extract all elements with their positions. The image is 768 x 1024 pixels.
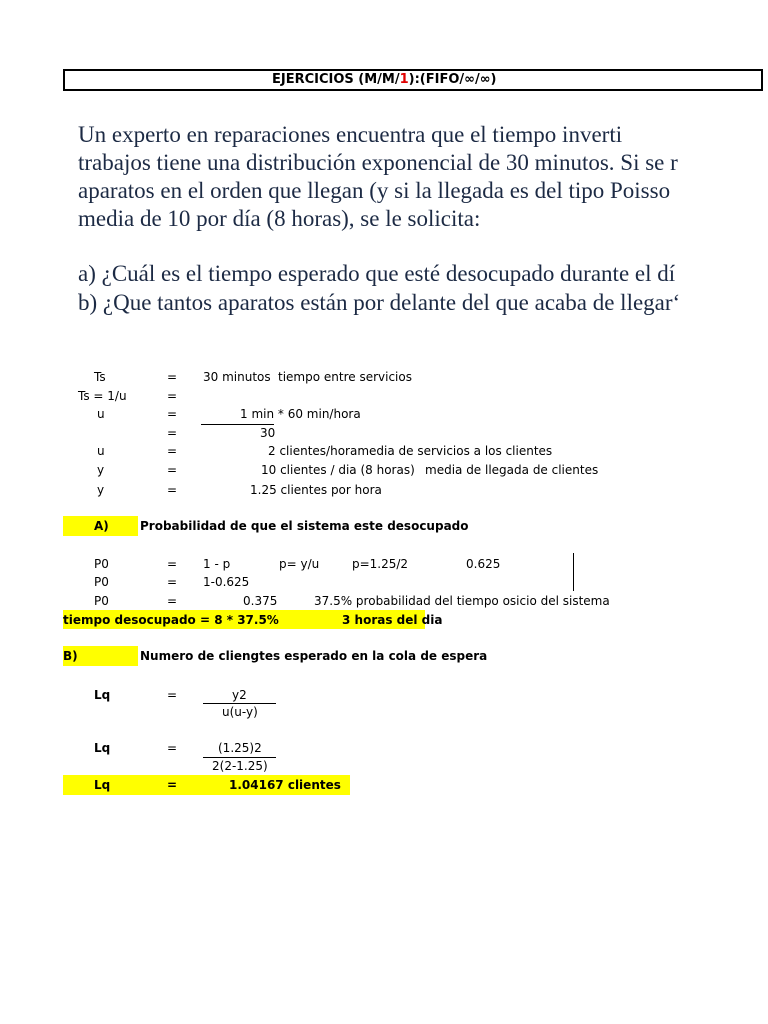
u-label: u — [97, 407, 105, 421]
idle-time-result: 3 horas del dia — [342, 613, 443, 627]
u-value: 2 clientes/horamedia de servicios a los clientes — [268, 444, 553, 458]
lq-numerator: (1.25)2 — [218, 741, 262, 755]
ts-label: Ts — [94, 370, 106, 384]
rho-formula: p= y/u — [279, 557, 320, 571]
cell-border — [573, 553, 574, 591]
lq-label: Lq — [94, 688, 111, 702]
part-a-tag: A) — [94, 519, 109, 533]
equals-sign: = — [167, 594, 178, 608]
equals-sign: = — [167, 688, 178, 702]
p0-note: 37.5% probabilidad del tiempo osicio del sistema — [314, 594, 610, 608]
p0-label: P0 — [94, 557, 109, 571]
p0-label: P0 — [94, 594, 109, 608]
equals-sign: = — [167, 389, 178, 403]
ts-formula-label: Ts = 1/u — [78, 389, 127, 403]
lq-denominator: u(u-y) — [222, 705, 258, 719]
u-label: u — [97, 444, 105, 458]
equals-sign: = — [167, 483, 178, 497]
page-title — [272, 72, 497, 87]
part-b-heading: Numero de cliengtes esperado en la cola de espera — [140, 649, 488, 663]
p0-substitution: 1-0.625 — [203, 575, 250, 589]
problem-line-3: aparatos en el orden que llegan (y si la llegada es del tipo Poisso — [78, 178, 671, 203]
p0-value: 0.375 — [243, 594, 278, 608]
u-denominator: 30 — [260, 426, 276, 440]
idle-time-formula: tiempo desocupado = 8 * 37.5% — [63, 613, 279, 627]
y-label: y — [97, 463, 105, 477]
y-value: 10 clientes / dia (8 horas) — [261, 463, 415, 477]
equals-sign: = — [167, 575, 178, 589]
lq-label: Lq — [94, 778, 111, 792]
question-a: a) ¿Cuál es el tiempo esperado que esté desocupado durante el dí — [78, 261, 676, 286]
title-suffix: ):(FIFO/∞/∞) — [408, 72, 497, 87]
part-b-tag: B) — [63, 649, 78, 663]
equals-sign: = — [167, 444, 178, 458]
lq-denominator: 2(2-1.25) — [212, 759, 268, 773]
equals-sign: = — [167, 463, 178, 477]
rho-value: 0.625 — [466, 557, 501, 571]
ts-note: tiempo entre servicios — [278, 370, 412, 384]
part-a-heading: Probabilidad de que el sistema este desocupado — [140, 519, 469, 533]
problem-line-1: Un experto en reparaciones encuentra que el tiempo inverti — [78, 122, 623, 147]
title-red-number: 1 — [399, 72, 409, 87]
y-label: y — [97, 483, 105, 497]
problem-line-4: media de 10 por día (8 horas), se le solicita: — [78, 206, 481, 231]
equals-sign: = — [167, 778, 178, 792]
rho-substitution: p=1.25/2 — [352, 557, 409, 571]
equals-sign: = — [167, 741, 178, 755]
title-prefix: EJERCICIOS (M/M/ — [272, 72, 400, 87]
lq-result: 1.04167 clientes — [229, 778, 341, 792]
p0-formula: 1 - p — [203, 557, 231, 571]
lq-label: Lq — [94, 741, 111, 755]
problem-line-2: trabajos tiene una distribución exponencial de 30 minutos. Si se r — [78, 150, 678, 175]
question-b: b) ¿Que tantos aparatos están por delante del que acaba de llegar‘ — [78, 290, 681, 315]
ts-value: 30 minutos — [203, 370, 271, 384]
equals-sign: = — [167, 407, 178, 421]
p0-label: P0 — [94, 575, 109, 589]
y-note: media de llegada de clientes — [425, 463, 599, 477]
equals-sign: = — [167, 370, 178, 384]
lq-numerator: y2 — [232, 688, 247, 702]
equals-sign: = — [167, 557, 178, 571]
u-numerator: 1 min * 60 min/hora — [240, 407, 361, 421]
y-per-hour-value: 1.25 clientes por hora — [250, 483, 382, 497]
equals-sign: = — [167, 426, 178, 440]
